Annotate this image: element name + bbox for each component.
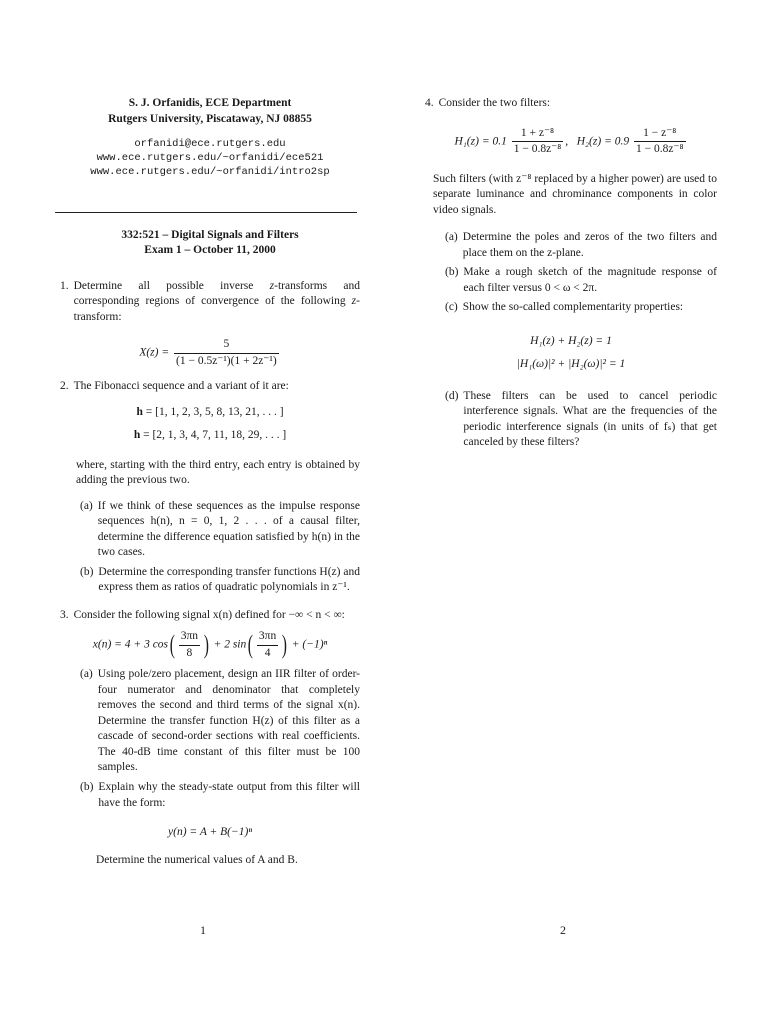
- problem-1-text: Determine all possible inverse z-transforms and corresponding regions of convergence of the following z-transform:: [73, 279, 360, 323]
- page-number-left: 1: [200, 923, 206, 937]
- problem-3b: (b) Explain why the steady-state output from this filter will have the form:: [80, 780, 360, 809]
- email-link[interactable]: orfanidi@ece.rutgers.edu: [134, 138, 286, 151]
- problem-3-text: Consider the following signal x(n) defined for −∞ < n < ∞:: [73, 608, 345, 621]
- problem-4-text: Consider the two filters:: [438, 97, 551, 109]
- problem-3a: (a) Using pole/zero placement, design an IIR filter of order-four numerator and denominator that completely removes the second and third terms of the signal x(n). Determine the transfer function H(z) of this filter as a cascade of second-order sections with real coefficients. The 40-dB time constant of this filter must be 100 samples.: [80, 668, 360, 774]
- problem-3-equation: x(n) = 4 + 3 cos( $\frac{3\pi n}{8}$ ) + 2 sin( $\frac{3\pi n}{4}$ ) + (−1)ⁿ: [92, 630, 328, 660]
- problem-4b: (b) Make a rough sketch of the magnitude response of each filter versus 0 < ω < 2π.: [445, 266, 717, 294]
- page-number-right: 2: [560, 923, 566, 937]
- author-line: S. J. Orfanidis, ECE Department: [128, 97, 292, 109]
- problem-4c-eq2: |H₁(ω)|² + |H₂(ω)|² = 1: [516, 358, 626, 371]
- problem-2-where: where, starting with the third entry, each entry is obtained by adding the previous two.: [76, 458, 360, 487]
- exam-title: Exam 1 – October 11, 2000: [144, 244, 276, 257]
- problem-4-such: Such filters (with z⁻⁸ replaced by a higher power) are used to separate luminance and chrominance components in color video signals.: [433, 172, 717, 216]
- course-title: 332:521 – Digital Signals and Filters: [121, 228, 299, 241]
- problem-3b-after: Determine the numerical values of A and B.: [96, 853, 298, 866]
- fibonacci-sequence: h = [1, 1, 2, 3, 5, 8, 13, 21, . . . ]: [136, 405, 284, 418]
- problem-1-equation: X(z) = $\frac{5}{\text{(1 − 0.5z⁻¹)(1 + 2z⁻¹)}}$: [139, 338, 277, 367]
- problem-3: 3. Consider the following signal x(n) defined for −∞ < n < ∞:: [60, 608, 360, 624]
- problem-4: 4. Consider the two filters:: [425, 96, 717, 112]
- problem-4c-eq1: H₁(z) + H₂(z) = 1: [530, 334, 612, 347]
- problem-1-number: 1.: [60, 279, 69, 292]
- variant-sequence: h = [2, 1, 3, 4, 7, 11, 18, 29, . . . ]: [133, 429, 287, 442]
- course-url-link[interactable]: www.ece.rutgers.edu/~orfanidi/ece521: [96, 152, 324, 165]
- problem-2: 2. The Fibonacci sequence and a variant of it are:: [60, 379, 360, 395]
- problem-2-text: The Fibonacci sequence and a variant of it are:: [73, 380, 289, 393]
- problem-4a: (a) Determine the poles and zeros of the two filters and place them on the z-plane.: [445, 231, 717, 259]
- intro-url-link[interactable]: www.ece.rutgers.edu/~orfanidi/intro2sp: [90, 166, 330, 179]
- problem-2a: (a) If we think of these sequences as the impulse response sequences h(n), n = 0, 1, 2 . . . of a causal filter, determine the difference equation satisfied by h(n) in the two cases.: [80, 499, 360, 559]
- problem-1: [60, 279, 360, 326]
- problem-3b-equation: y(n) = A + B(−1)ⁿ: [168, 826, 252, 839]
- header-divider: [55, 212, 357, 213]
- problem-4d: (d) These filters can be used to cancel periodic interference signals. What are the frequencies of the periodic interference signals (in units of fₛ) that get canceled by these filters?: [445, 389, 717, 449]
- problem-4-filters: H₁(z) = 0.1 $\frac{\text{1 + z⁻⁸}}{\text{1 − 0.8z⁻⁸}}$ , H₂(z) = 0.9 $\frac{\text{1 − z⁻⁸}}{\text{1 − 0.8z⁻⁸}}$: [454, 126, 684, 156]
- university-line: Rutgers University, Piscataway, NJ 08855: [108, 112, 312, 125]
- problem-2b: (b) Determine the corresponding transfer functions H(z) and express them as ratios of quadratic polynomials in z⁻¹.: [80, 565, 360, 594]
- right-page: [425, 96, 717, 451]
- problem-4c: (c) Show the so-called complementarity properties:: [445, 301, 684, 314]
